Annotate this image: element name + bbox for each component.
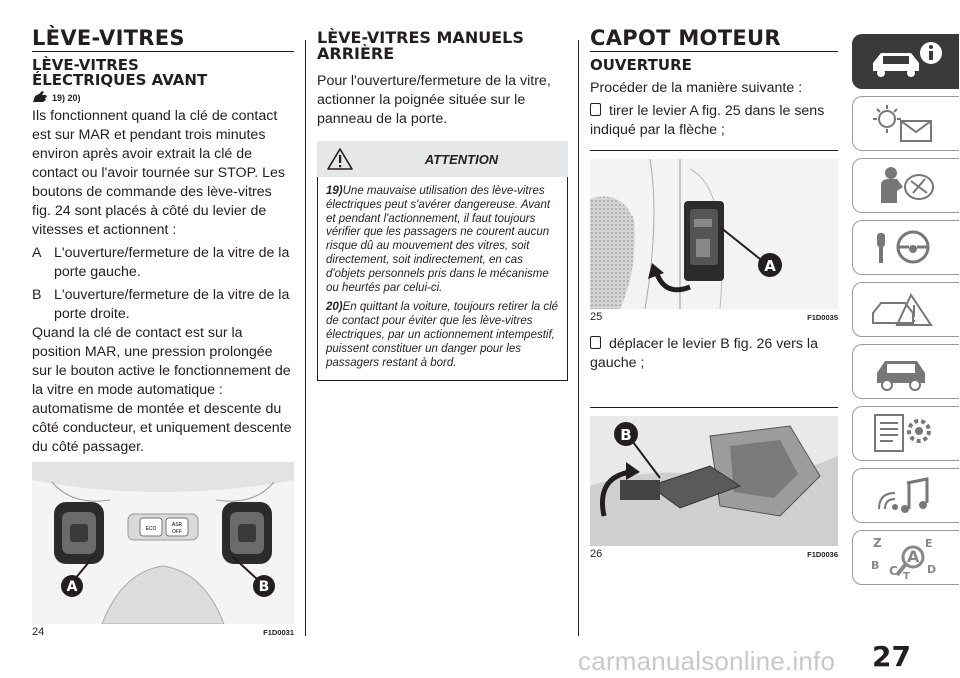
- chapter-tabs: [852, 34, 960, 592]
- bullet-item-2: déplacer le levier B fig. 26 vers la gauche ;: [590, 336, 818, 371]
- column-divider: [305, 40, 306, 636]
- figure-code: F1D0035: [807, 312, 838, 322]
- figure-number: 24: [32, 626, 45, 638]
- car-service-icon: [867, 349, 947, 394]
- tab-technical-data[interactable]: [852, 406, 959, 461]
- subsection-title-line1: LÈVE-VITRES: [32, 56, 139, 74]
- tab-safety[interactable]: [852, 158, 959, 213]
- dashboard-lights-icon: [867, 101, 947, 146]
- warning-triangle-icon: [327, 147, 353, 171]
- index-letter: C: [889, 564, 898, 578]
- window-switches-illustration: [32, 462, 294, 624]
- asr-off-label: OFF: [172, 529, 182, 535]
- section-title-line2: ARRIÈRE: [317, 44, 395, 63]
- callout-a: A: [764, 257, 776, 275]
- title-divider: [32, 51, 294, 52]
- section-title-line1: LÈVE-VITRES MANUELS: [317, 28, 524, 47]
- figure-code: F1D0036: [807, 549, 838, 559]
- checkbox-bullet-icon: [590, 103, 601, 116]
- paragraph-manual-windows: Pour l'ouverture/fermeture de la vitre, actionner la poignée située sur le panneau de la porte.: [317, 73, 551, 127]
- section-title: CAPOT MOTEUR: [590, 26, 781, 50]
- figure-caption: [590, 548, 838, 560]
- warning-header: [317, 141, 568, 177]
- safety-airbag-icon: [867, 163, 947, 208]
- index-az-icon: [867, 535, 947, 580]
- checkbox-bullet-icon: [590, 336, 601, 349]
- callout-b: B: [258, 579, 270, 595]
- tab-index[interactable]: [852, 530, 959, 585]
- tab-dashboard-lights[interactable]: [852, 96, 959, 151]
- section-title: LÈVE-VITRES: [32, 26, 185, 50]
- warning-reference: [32, 90, 294, 103]
- column-hood: [590, 26, 838, 140]
- figure-number: 25: [590, 311, 603, 323]
- hood-lever-a-illustration: [590, 159, 838, 309]
- paragraph-auto-mode: Quand la clé de contact est sur la position MAR, une pression prolongée sur le bouton active le fonctionnement de la vitre en mode automatique : automatisme de montée et descente du côté conducteur, et uniquement descente du côté passager.: [32, 325, 292, 455]
- index-letter: A: [907, 547, 920, 566]
- callout-b: B: [620, 426, 632, 444]
- watermark: carmanualsonline.info: [578, 646, 836, 676]
- index-letter: E: [925, 537, 933, 550]
- multimedia-icon: [867, 473, 947, 518]
- car-info-icon: [867, 39, 947, 84]
- title-divider: [590, 51, 838, 52]
- key-steering-icon: [867, 225, 947, 270]
- paragraph-intro: Ils fonctionnent quand la clé de contact est sur MAR et pendant trois minutes environ après avoir extrait la clé de contact ou l'avoir tournée sur STOP. Les boutons de commande des lève-vitres fig. 24 sont placés à côté du levier de vitesses et actionnent :: [32, 108, 285, 238]
- technical-data-icon: [867, 411, 947, 456]
- column-divider: [578, 40, 579, 636]
- subsection-title-line2: ÉLECTRIQUES AVANT: [32, 71, 208, 89]
- list-item-b: B L'ouverture/fermeture de la vitre de la porte droite.: [32, 287, 290, 322]
- figure-code: F1D0031: [263, 627, 294, 637]
- warning-20: 20)En quittant la voiture, toujours retirer la clé de contact pour éviter que les lève-vitres électriques, par un actionnement intempestif, puissent constituer un danger pour les passagers restant à bord.: [326, 301, 559, 369]
- warning-title: ATTENTION: [424, 151, 499, 167]
- tab-car-info[interactable]: [852, 34, 959, 89]
- figure-24: [32, 462, 294, 638]
- subsection-title: [32, 58, 294, 88]
- figure-caption: [590, 311, 838, 323]
- warning-19: 19)Une mauvaise utilisation des lève-vitres électriques peut s'avérer dangereuse. Avant et pendant l'actionnement, il faut toujours vérifier que les passagers ne courent aucun risque dû au mouvement des vitres, soit directement, soit indirectement, en cas d'objets personnels pris dans le mécanisme ou heurtés par celui-ci.: [326, 185, 551, 294]
- figure-caption: [32, 626, 294, 638]
- asr-button-label: ASR: [171, 522, 183, 528]
- subsection-title: OUVERTURE: [590, 56, 692, 74]
- index-letter: T: [903, 571, 910, 580]
- figure-25: [590, 150, 838, 373]
- warning-body: [317, 177, 568, 381]
- reference-numbers: 19) 20): [52, 93, 81, 103]
- tab-maintenance[interactable]: [852, 344, 959, 399]
- list-item-a: A L'ouverture/fermeture de la vitre de la porte gauche.: [32, 245, 290, 280]
- section-title: [317, 30, 568, 62]
- car-accident-icon: [867, 287, 947, 332]
- figure-number: 26: [590, 548, 603, 560]
- index-letter: Z: [873, 536, 882, 550]
- page-number: 27: [872, 640, 911, 673]
- hood-lever-b-illustration: [590, 416, 838, 546]
- column-power-windows: [32, 26, 294, 457]
- tab-emergency[interactable]: [852, 282, 959, 337]
- figure-26: [590, 407, 838, 560]
- column-rear-windows: [317, 30, 568, 381]
- index-letter: B: [871, 559, 880, 572]
- tab-starting-driving[interactable]: [852, 220, 959, 275]
- eco-button-label: ECO: [145, 526, 157, 532]
- hand-warning-icon: [32, 90, 48, 103]
- callout-a: A: [66, 579, 78, 595]
- tab-multimedia[interactable]: [852, 468, 959, 523]
- bullet-item-1: tirer le levier A fig. 25 dans le sens indiqué par la flèche ;: [590, 103, 825, 138]
- paragraph-intro: Procéder de la manière suivante :: [590, 80, 803, 96]
- index-letter: D: [927, 563, 937, 576]
